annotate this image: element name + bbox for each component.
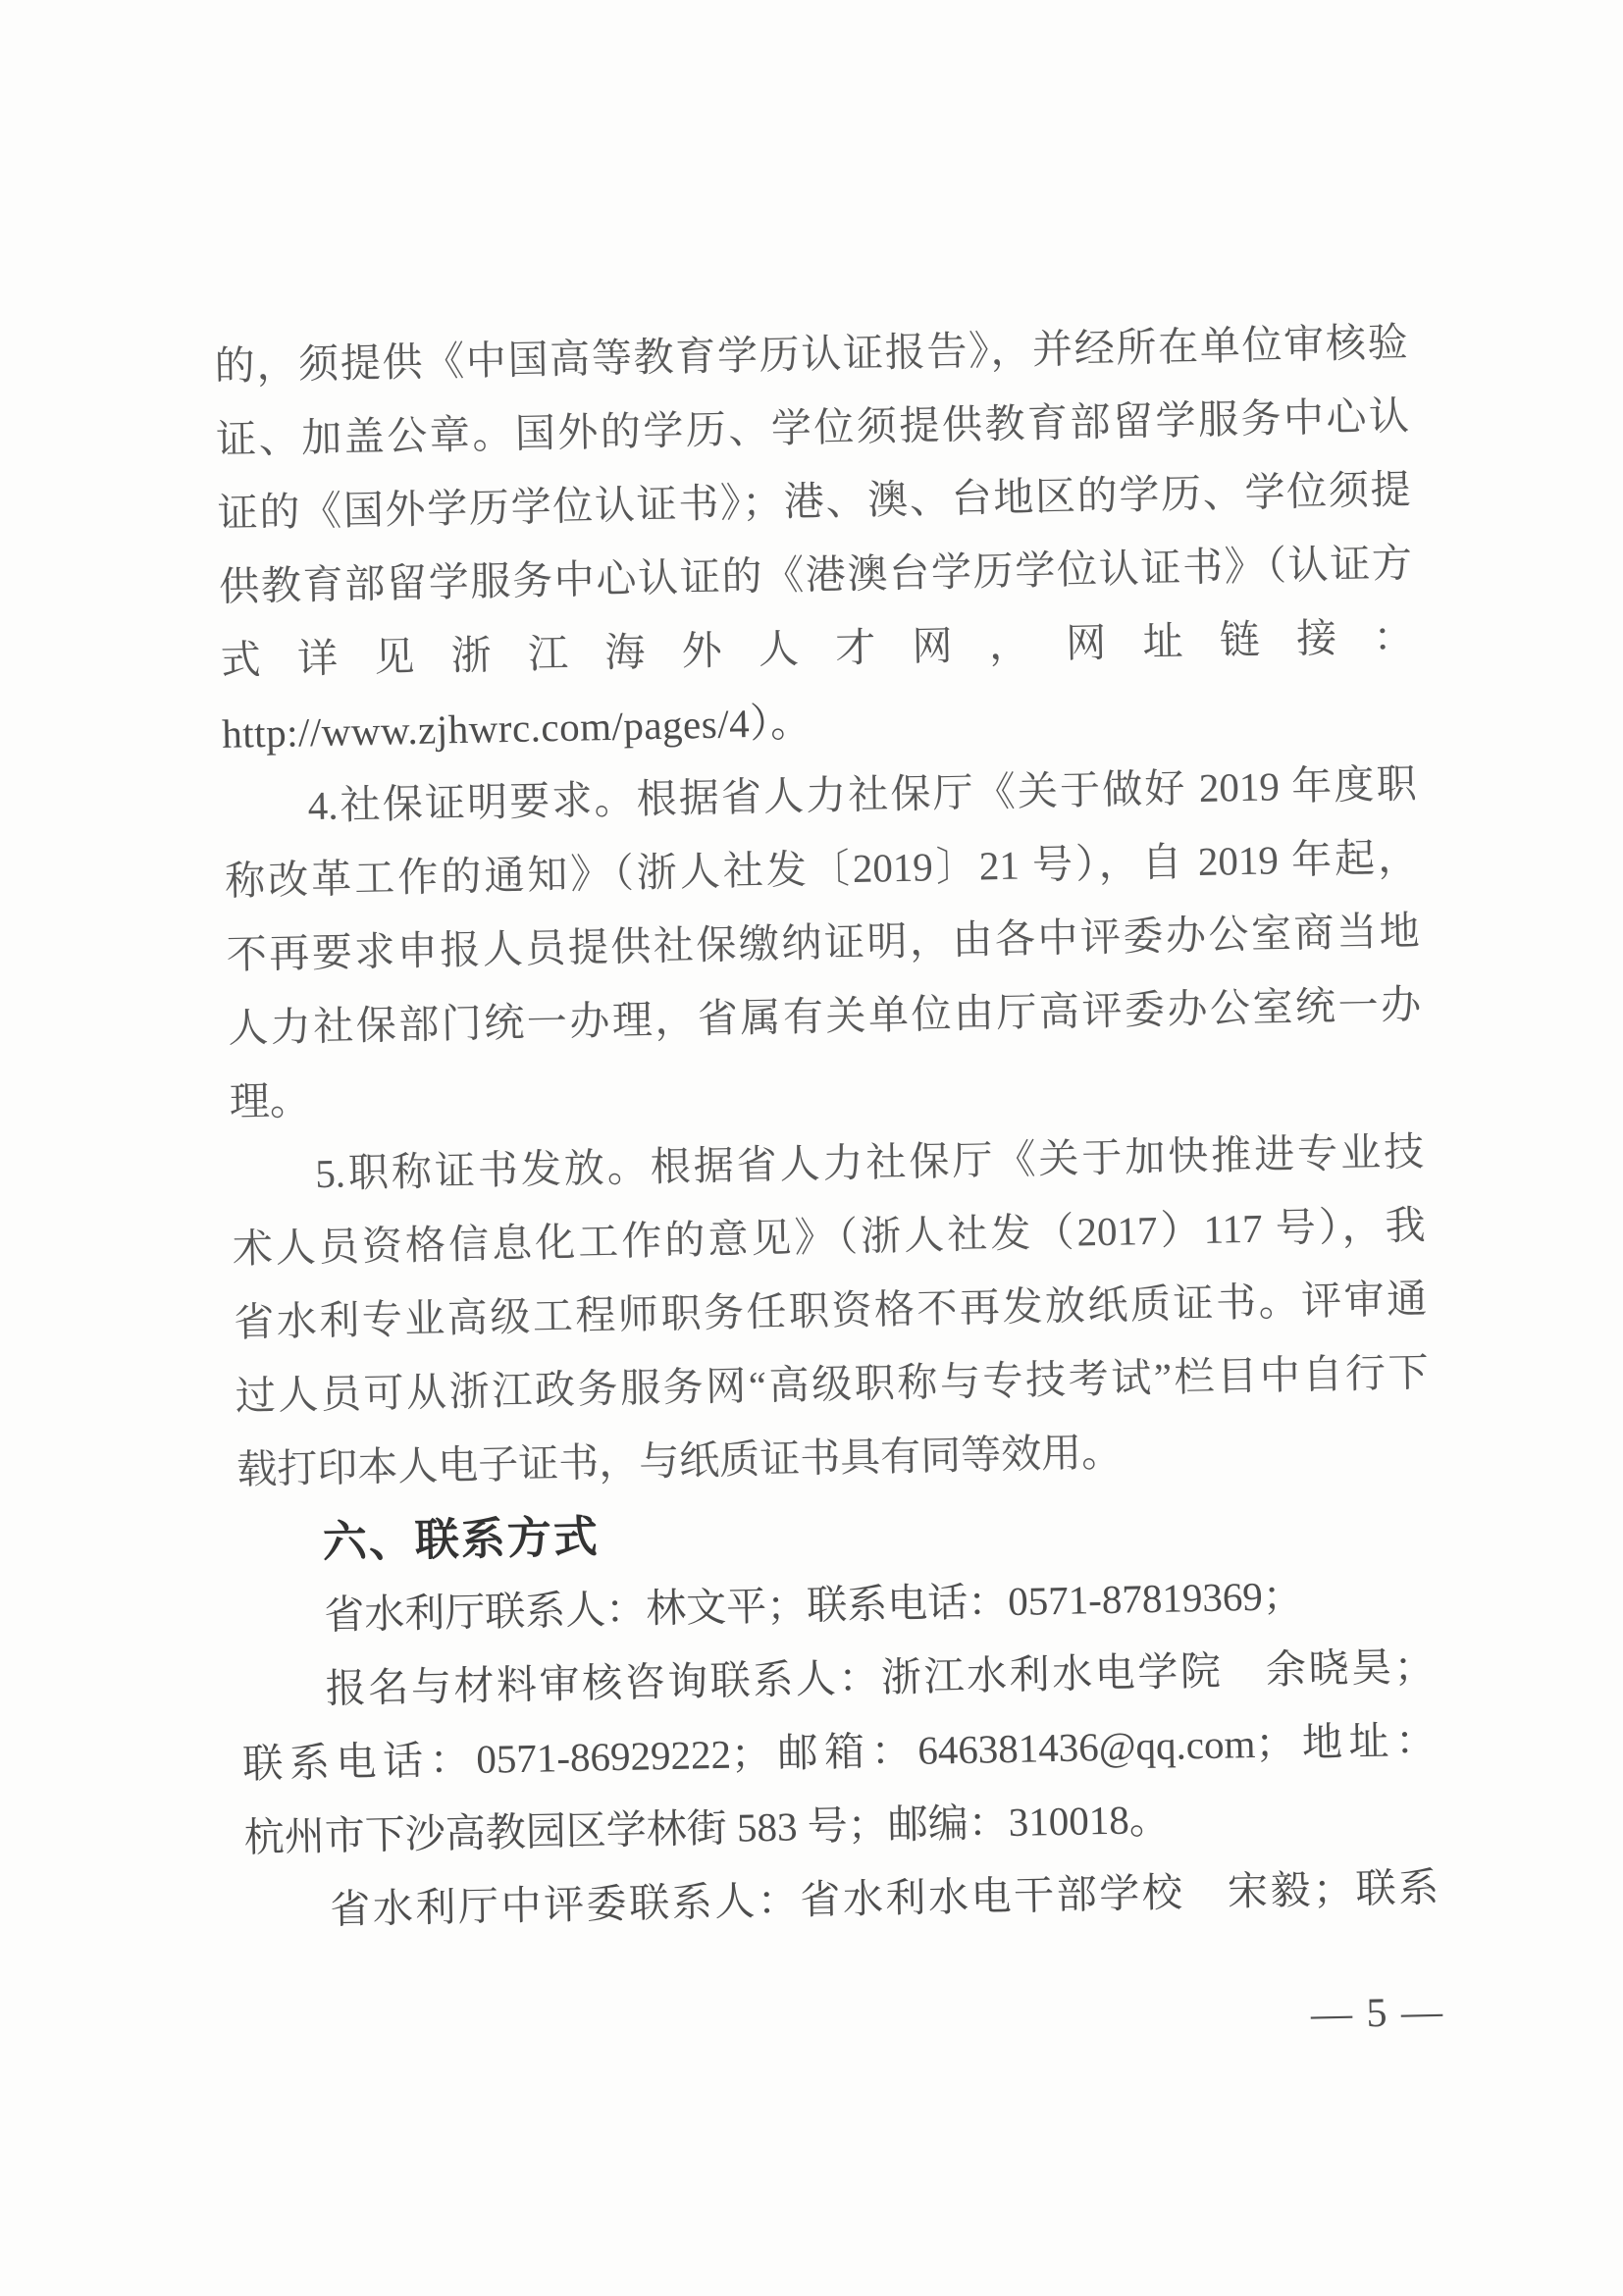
contact-line-dept: 省水利厅联系人：林文平；联系电话：0571-87819369；: [323, 1572, 1304, 1639]
body-line-02: 证、加盖公章。国外的学历、学位须提供教育部留学服务中心认: [215, 392, 1410, 462]
body-line-01: 的，须提供《中国高等教育学历认证报告》，并经所在单位审核验: [214, 319, 1408, 389]
item-5-line-03: 省水利专业高级工程师职务任职资格不再发放纸质证书。评审通: [233, 1276, 1428, 1345]
item-5-line-01: 5.职称证书发放。根据省人力社保厅《关于加快推进专业技: [314, 1128, 1425, 1197]
body-line-06-url: http://www.zjhwrc.com/pages/4）。: [221, 699, 812, 757]
section-heading-contact: 六、联系方式: [322, 1511, 601, 1568]
item-5-line-02: 术人员资格信息化工作的意见》（浙人社发（2017）117 号），我: [232, 1202, 1427, 1272]
body-line-03: 证的《国外学历学位认证书》；港、澳、台地区的学历、学位须提: [217, 466, 1411, 536]
page-number: — 5 —: [1310, 1989, 1445, 2038]
contact-line-midcommittee: 省水利厅中评委联系人：省水利水电干部学校 宋毅；联系: [329, 1864, 1440, 1932]
item-4-line-03: 不再要求申报人员提供社保缴纳证明，由各中评委办公室商当地: [226, 908, 1421, 977]
item-4-line-05: 理。: [229, 1077, 311, 1124]
contact-line-registration-01: 报名与材料审核咨询联系人：浙江水利水电学院 余晓昊；: [325, 1644, 1436, 1711]
item-5-line-05: 载打印本人电子证书，与纸质证书具有同等效用。: [236, 1429, 1123, 1492]
item-4-line-04: 人力社保部门统一办理，省属有关单位由厅高评委办公室统一办: [227, 981, 1422, 1051]
body-line-05-spread: 式 详 见 浙 江 海 外 人 才 网 ， 网 址 链 接 ：: [220, 613, 1414, 683]
item-4-line-01: 4.社保证明要求。根据省人力社保厅《关于做好 2019 年度职: [307, 760, 1417, 829]
body-line-04: 供教育部留学服务中心认证的《港澳台学历学位认证书》（认证方: [218, 540, 1413, 609]
item-4-line-02: 称改革工作的通知》（浙人社发〔2019〕21 号），自 2019 年起，: [224, 834, 1419, 904]
document-text-block: [214, 306, 1440, 1949]
contact-line-registration-03: 杭州市下沙高教园区学林街 583 号；邮编：310018。: [243, 1796, 1171, 1860]
contact-line-registration-02: 联系电话：0571-86929222；邮箱：646381436@qq.com；地址：: [241, 1717, 1437, 1787]
item-5-line-04: 过人员可从浙江政务服务网“高级职称与专技考试”栏目中自行下: [235, 1349, 1430, 1419]
